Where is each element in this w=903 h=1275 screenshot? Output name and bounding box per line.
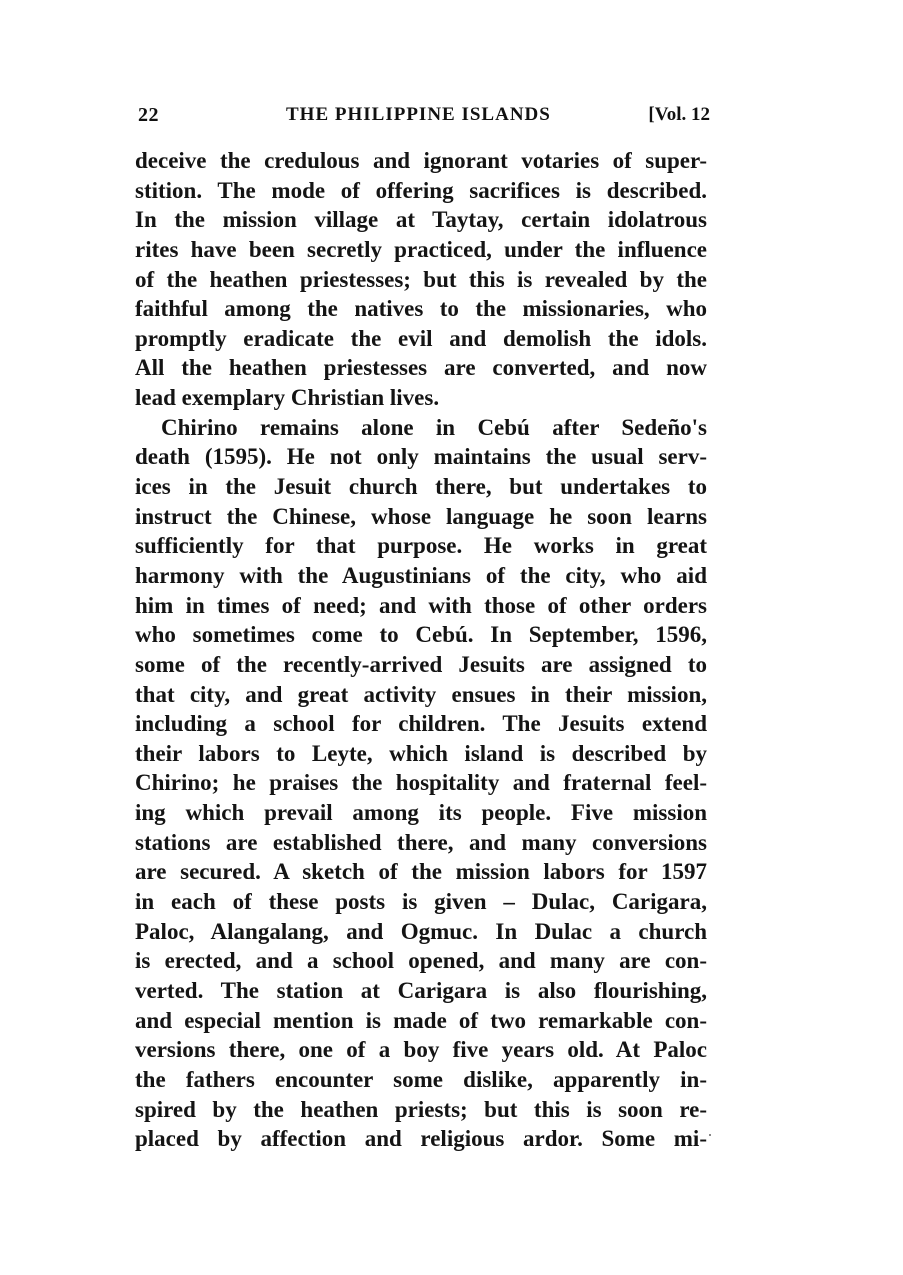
text-line: All the heathen priestesses are converted, and now — [135, 355, 707, 381]
text-line: death (1595). He not only maintains the usual serv- — [135, 444, 707, 470]
text-line: the fathers encounter some dislike, apparently in- — [135, 1066, 707, 1092]
text-line: ing which prevail among its people. Five mission — [135, 800, 707, 826]
text-line: Chirino; he praises the hospitality and fraternal feel- — [135, 770, 707, 796]
text-line: their labors to Leyte, which island is described by — [135, 740, 707, 766]
running-title: THE PHILIPPINE ISLANDS — [286, 104, 551, 125]
text-line: him in times of need; and with those of other orders — [135, 592, 707, 618]
text-line: and especial mention is made of two remarkable con- — [135, 1007, 707, 1033]
page-header — [136, 104, 710, 132]
text-line: deceive the credulous and ignorant votaries of super- — [135, 148, 707, 173]
page-number: 22 — [138, 104, 159, 126]
text-line: in each of these posts is given – Dulac, Carigara, — [135, 889, 707, 915]
text-line: versions there, one of a boy five years old. At Paloc — [135, 1037, 707, 1063]
text-line: including a school for children. The Jesuits extend — [135, 711, 707, 737]
text-line: rites have been secretly practiced, under the influence — [135, 236, 707, 262]
text-line: instruct the Chinese, whose language he soon learns — [135, 503, 707, 529]
text-line: spired by the heathen priests; but this is soon re- — [135, 1096, 707, 1122]
text-line: promptly eradicate the evil and demolish the idols. — [135, 325, 707, 351]
text-line: lead exemplary Christian lives. — [135, 385, 440, 411]
text-line: is erected, and a school opened, and many are con- — [135, 948, 707, 974]
text-line: placed by affection and religious ardor. Some mi- — [135, 1126, 707, 1152]
text-line: faithful among the natives to the missionaries, who — [135, 296, 707, 322]
scan-speck — [709, 1134, 711, 1136]
text-line: that city, and great activity ensues in their mission, — [135, 681, 707, 707]
text-line: In the mission village at Taytay, certain idolatrous — [135, 207, 707, 233]
text-line: who sometimes come to Cebú. In September, 1596, — [135, 622, 707, 648]
text-line: verted. The station at Carigara is also flourishing, — [135, 977, 707, 1003]
text-line: of the heathen priestesses; but this is revealed by the — [135, 266, 707, 292]
text-line: are secured. A sketch of the mission labors for 1597 — [135, 859, 707, 885]
text-line: Paloc, Alangalang, and Ogmuc. In Dulac a church — [135, 918, 707, 944]
text-line: stations are established there, and many conversions — [135, 829, 707, 855]
text-line: stition. The mode of offering sacrifices is described. — [135, 177, 707, 203]
text-line: ices in the Jesuit church there, but undertakes to — [135, 474, 707, 500]
volume-label: [Vol. 12 — [648, 104, 710, 125]
text-line: sufficiently for that purpose. He works in great — [135, 533, 707, 559]
text-line: Chirino remains alone in Cebú after Sedeño's — [161, 414, 707, 440]
text-line: some of the recently-arrived Jesuits are assigned to — [135, 651, 707, 677]
body-text — [135, 146, 707, 1154]
text-line: harmony with the Augustinians of the city, who aid — [135, 562, 707, 588]
